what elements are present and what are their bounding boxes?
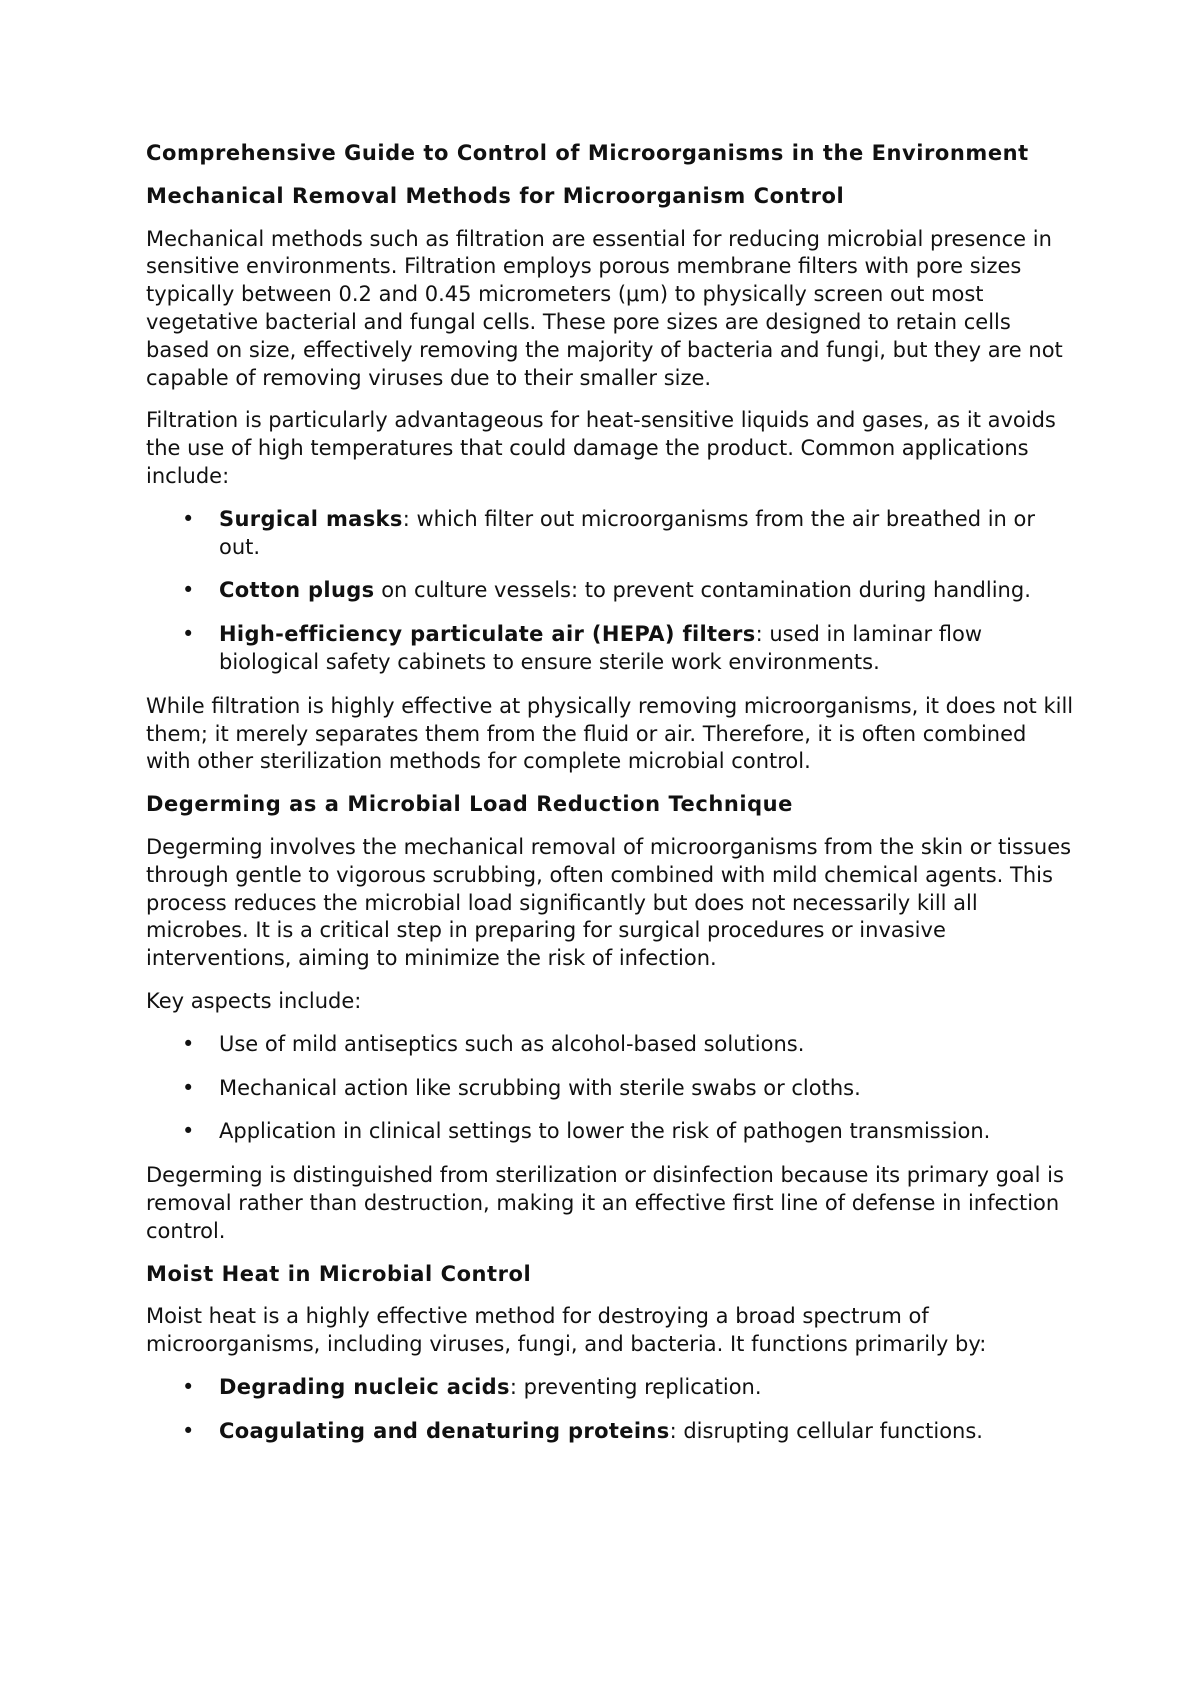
section-heading-mechanical-removal: Mechanical Removal Methods for Microorganism Control [146,183,845,208]
bullet-icon: • [182,1075,195,1100]
list-item-text: : disrupting cellular functions. [669,1418,983,1443]
list-item [146,1031,1076,1059]
paragraph-filtration-intro: Mechanical methods such as filtration are essential for reducing microbial presence in sensitive environments. Filtration employs porous membrane filters with pore sizes typically between 0.2 and 0.45 micrometers (μm) to physically screen out most vegetative bacterial and fungal cells. These pore sizes are designed to retain cells based on size, effectively removing the majority of bacteria and fungi, but they are not capable of removing viruses due to their smaller size. [146,226,1063,390]
section-heading-moist-heat: Moist Heat in Microbial Control [146,1261,532,1286]
list-item [146,1075,1076,1103]
document-page [146,140,1076,1461]
list-item-text: Application in clinical settings to lower the risk of pathogen transmission. [219,1119,991,1144]
paragraph-key-aspects: Key aspects include: [146,988,362,1013]
bullet-icon: • [182,578,195,603]
list-item-text: Use of mild antiseptics such as alcohol-based solutions. [219,1031,805,1056]
bullet-icon: • [182,622,195,647]
list-item-text: : preventing replication. [509,1374,762,1399]
list-item-term: Degrading nucleic acids [219,1374,510,1399]
document-title: Comprehensive Guide to Control of Microorganisms in the Environment [146,141,1029,165]
list-item [146,506,1076,562]
bullet-icon: • [182,1031,195,1056]
list-moist-heat-mechanisms [146,1374,1076,1446]
bullet-icon: • [182,1418,195,1443]
bullet-icon: • [182,1374,195,1399]
list-item-term: Coagulating and denaturing proteins [219,1418,670,1443]
list-item [146,577,1076,605]
list-item-term: Surgical masks [219,506,403,531]
list-filtration-applications [146,506,1076,677]
list-item-term: Cotton plugs [219,578,375,603]
list-item [146,1374,1076,1402]
list-degerming-aspects [146,1031,1076,1146]
list-item [146,621,1076,677]
paragraph-filtration-advantages: Filtration is particularly advantageous for heat-sensitive liquids and gases, as it avoids the use of high temperatures that could damage the product. Common applications include: [146,408,1056,488]
list-item [146,1418,1076,1446]
section-heading-degerming: Degerming as a Microbial Load Reduction Technique [146,792,793,817]
list-item-text: : which filter out microorganisms from the air breathed in or out. [219,506,1035,559]
paragraph-filtration-limitations: While filtration is highly effective at physically removing microorganisms, it does not kill them; it merely separates them from the fluid or air. Therefore, it is often combined with other sterilization methods for complete microbial control. [146,693,1074,774]
list-item-text: on culture vessels: to prevent contamination during handling. [374,578,1031,603]
paragraph-moist-heat-intro: Moist heat is a highly effective method for destroying a broad spectrum of microorganisms, including viruses, fungi, and bacteria. It functions primarily by: [146,1304,987,1357]
list-item-term: High-efficiency particulate air (HEPA) filters [219,622,756,647]
paragraph-degerming-distinction: Degerming is distinguished from sterilization or disinfection because its primary goal is removal rather than destruction, making it an effective first line of defense in infection control. [146,1163,1064,1243]
bullet-icon: • [182,1119,195,1144]
list-item-text: : used in laminar flow biological safety cabinets to ensure sterile work environments. [219,622,983,674]
paragraph-degerming-intro: Degerming involves the mechanical removal of microorganisms from the skin or tissues through gentle to vigorous scrubbing, often combined with mild chemical agents. This process reduces the microbial load significantly but does not necessarily kill all microbes. It is a critical step in preparing for surgical procedures or invasive interventions, aiming to minimize the risk of infection. [146,834,1072,971]
list-item-text: Mechanical action like scrubbing with sterile swabs or cloths. [219,1075,861,1100]
bullet-icon: • [182,506,195,531]
list-item [146,1118,1076,1146]
